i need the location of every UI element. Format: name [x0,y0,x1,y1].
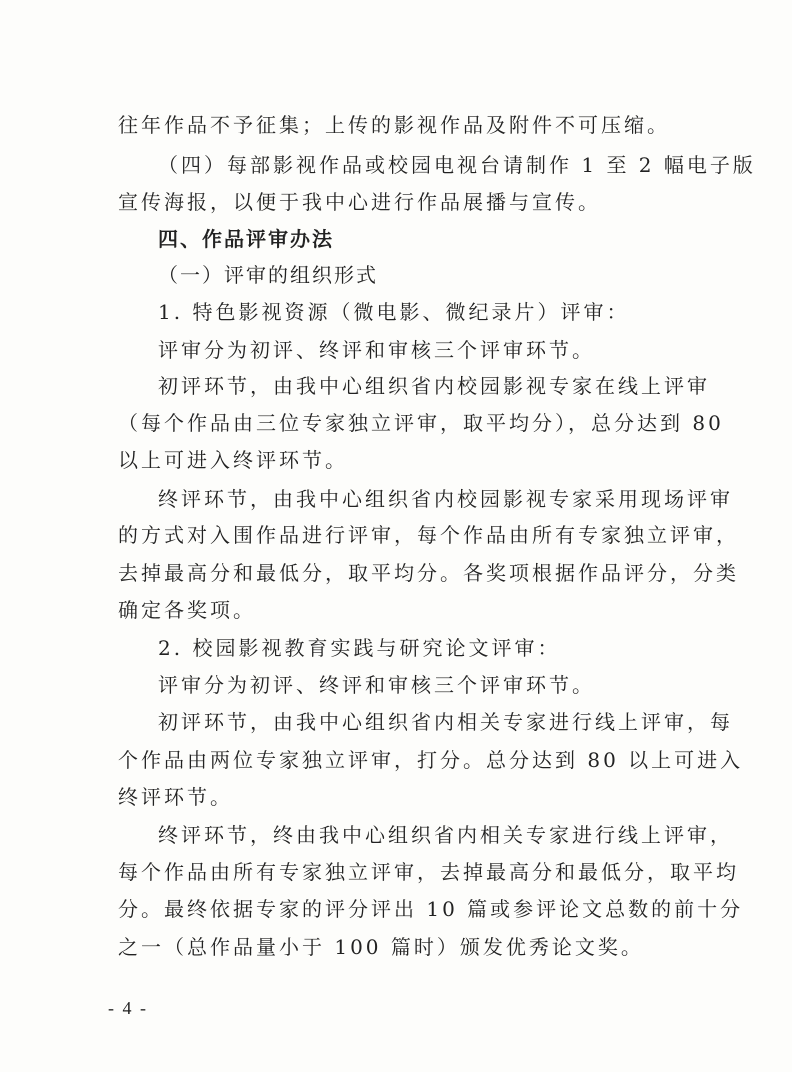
body-line-10: 以上可进入终评环节。 [118,448,348,472]
body-line-23: 之一（总作品量小于 100 篇时）颁发优秀论文奖。 [118,935,644,959]
body-line-1: 往年作品不予征集；上传的影视作品及附件不可压缩。 [118,113,670,137]
body-line-19: 终评环节。 [118,785,233,809]
body-line-12: 的方式对入围作品进行评审，每个作品由所有专家独立评审， [118,523,739,547]
body-line-3: 宣传海报，以便于我中心进行作品展播与宣传。 [118,190,601,214]
body-line-2: （四）每部影视作品或校园电视台请制作 1 至 2 幅电子版 [158,153,756,177]
item-heading-1: 1. 特色影视资源（微电影、微纪录片）评审： [158,300,630,324]
body-line-7: 评审分为初评、终评和审核三个评审环节。 [158,338,595,362]
section-heading: 四、作品评审办法 [158,227,334,251]
body-line-20: 终评环节，终由我中心组织省内相关专家进行线上评审， [158,823,733,847]
body-line-16: 评审分为初评、终评和审核三个评审环节。 [158,673,595,697]
body-line-21: 每个作品由所有专家独立评审，去掉最高分和最低分，取平均 [118,860,739,884]
subsection-heading: （一）评审的组织形式 [158,263,378,287]
body-line-14: 确定各奖项。 [118,598,256,622]
page-number: - 4 - [108,998,148,1018]
item-heading-2: 2. 校园影视教育实践与研究论文评审： [158,636,561,660]
body-line-17: 初评环节，由我中心组织省内相关专家进行线上评审，每 [158,710,733,734]
body-line-13: 去掉最高分和最低分，取平均分。各奖项根据作品评分，分类 [118,561,739,585]
body-line-9: （每个作品由三位专家独立评审，取平均分），总分达到 80 [118,411,724,435]
body-line-8: 初评环节，由我中心组织省内校园影视专家在线上评审 [158,374,710,398]
body-line-11: 终评环节，由我中心组织省内校园影视专家采用现场评审 [158,487,733,511]
body-line-18: 个作品由两位专家独立评审，打分。总分达到 80 以上可进入 [118,748,744,772]
body-line-22: 分。最终依据专家的评分评出 10 篇或参评论文总数的前十分 [118,897,744,921]
